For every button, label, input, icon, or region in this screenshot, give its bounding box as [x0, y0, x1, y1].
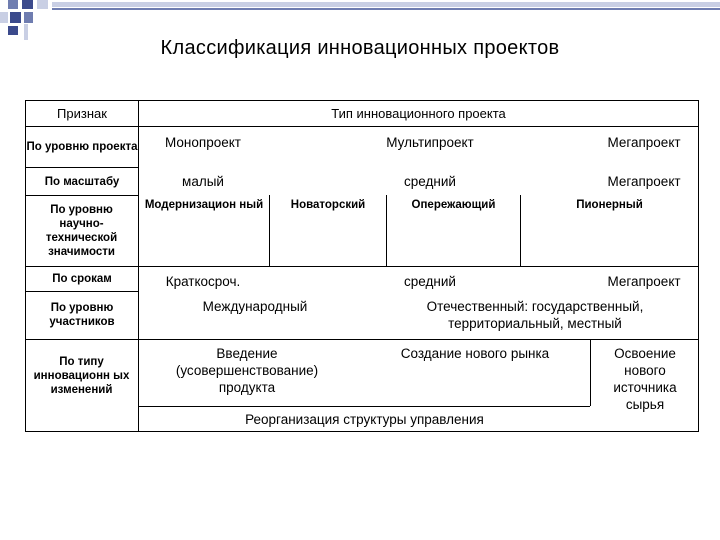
cell-new-source: Освоение нового источника сырья — [613, 346, 677, 412]
row-label-level: По уровню проекта — [26, 141, 138, 153]
cell-medium: средний — [404, 174, 456, 189]
cell-short-term: Краткосроч. — [165, 273, 241, 289]
row-label-changes: По типу инновационн ых изменений — [33, 356, 130, 396]
header-project-type: Тип инновационного проекта — [331, 106, 506, 121]
cell-megaproject: Мегапроект — [607, 273, 681, 289]
row-divider — [25, 339, 699, 340]
cell-megaproject: Мегапроект — [607, 134, 681, 150]
row-label-terms: По срокам — [52, 273, 112, 285]
page-title: Классификация инновационных проектов — [160, 37, 560, 59]
cell-monoproject: Монопроект — [165, 134, 241, 150]
row-label-participants: По уровню участников — [49, 302, 115, 328]
row-divider — [25, 195, 138, 196]
cell-reorganization: Реорганизация структуры управления — [245, 411, 484, 427]
cell-leading: Опережающий — [411, 199, 496, 211]
cell-medium: средний — [404, 273, 456, 289]
cell-small: малый — [182, 174, 224, 189]
cell-domestic: Отечественный: государственный, территориальный, местный — [426, 299, 644, 331]
header-criterion: Признак — [57, 106, 107, 121]
cell-modernization: Модернизацион ный — [144, 199, 264, 211]
cell-multiproject: Мультипроект — [386, 134, 474, 150]
cell-pioneer: Пионерный — [576, 199, 643, 211]
cell-international: Международный — [202, 299, 308, 314]
table-border-bottom — [25, 431, 699, 432]
row-label-scitech: По уровню научно-технической значимости — [45, 204, 118, 258]
column-divider — [138, 100, 139, 432]
column-divider — [590, 339, 591, 406]
row-label-scale: По масштабу — [44, 175, 120, 188]
cell-new-market: Создание нового рынка — [400, 346, 550, 361]
row-divider — [25, 291, 138, 292]
cell-product-intro: Введение (усовершенствование) продукта — [175, 346, 319, 395]
cell-innovative: Новаторский — [290, 199, 366, 211]
cell-megaproject: Мегапроект — [607, 174, 681, 189]
